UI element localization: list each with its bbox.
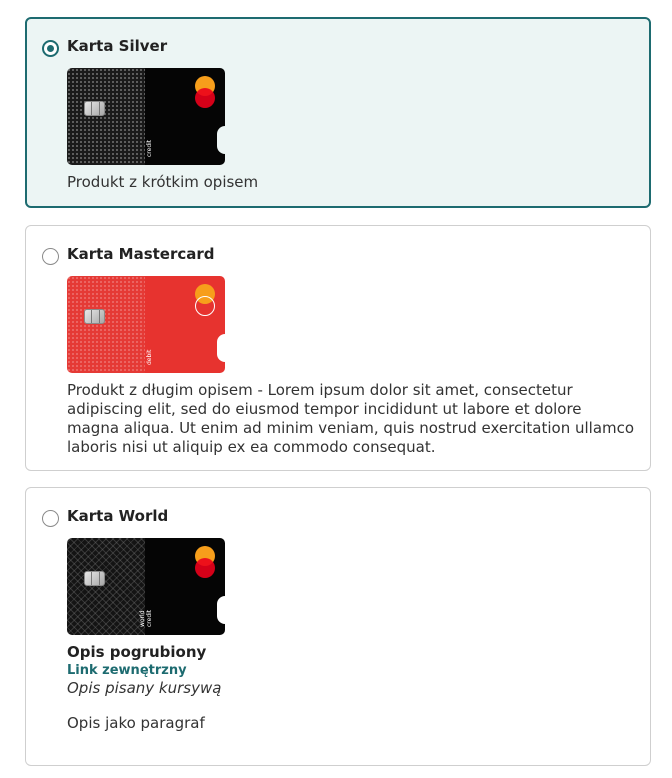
- card-type-label: [139, 610, 153, 627]
- card-type-label: credit: [146, 139, 153, 157]
- mastercard-logo-icon: [195, 546, 217, 578]
- paragraph-description: Opis jako paragraf: [67, 714, 205, 732]
- card-option-silver[interactable]: [25, 17, 651, 208]
- card-label-line1: world: [139, 610, 146, 627]
- radio-unselected-icon[interactable]: [42, 510, 59, 527]
- card-image-mastercard: [67, 276, 225, 373]
- radio-selected-icon[interactable]: [42, 40, 59, 57]
- option-description: [67, 643, 637, 733]
- card-pattern: [67, 276, 145, 373]
- radio-unselected-icon[interactable]: [42, 248, 59, 265]
- card-chip-icon: [84, 571, 105, 586]
- card-chip-icon: [84, 309, 105, 324]
- card-chip-icon: [84, 101, 105, 116]
- card-image-silver: [67, 68, 225, 165]
- card-image-world: [67, 538, 225, 635]
- option-description: Produkt z długim opisem - Lorem ipsum dolor sit amet, consectetur adipiscing elit, sed do eiusmod tempor incididunt ut labore et dolore magna aliqua. Ut enim ad minim veniam, quis nostrud exercitation ullamco laboris nisi ut aliquip ex ea commodo consequat.: [67, 381, 635, 456]
- option-title: Karta Silver: [67, 37, 168, 55]
- card-label-line2: credit: [146, 609, 153, 627]
- card-option-world[interactable]: [25, 487, 651, 766]
- card-pattern: [67, 68, 145, 165]
- option-title: Karta Mastercard: [67, 245, 215, 263]
- italic-description: Opis pisany kursywą: [67, 679, 222, 697]
- card-notch: [217, 596, 225, 624]
- card-type-label: debit: [146, 349, 153, 365]
- card-option-mastercard[interactable]: [25, 225, 651, 471]
- mastercard-logo-icon: [195, 284, 217, 316]
- mastercard-logo-icon: [195, 76, 217, 108]
- option-title: Karta World: [67, 507, 169, 525]
- bold-description: Opis pogrubiony: [67, 643, 207, 661]
- external-link[interactable]: Link zewnętrzny: [67, 663, 187, 678]
- card-notch: [217, 126, 225, 154]
- option-description: Produkt z krótkim opisem: [67, 173, 259, 191]
- card-notch: [217, 334, 225, 362]
- card-pattern: [67, 538, 145, 635]
